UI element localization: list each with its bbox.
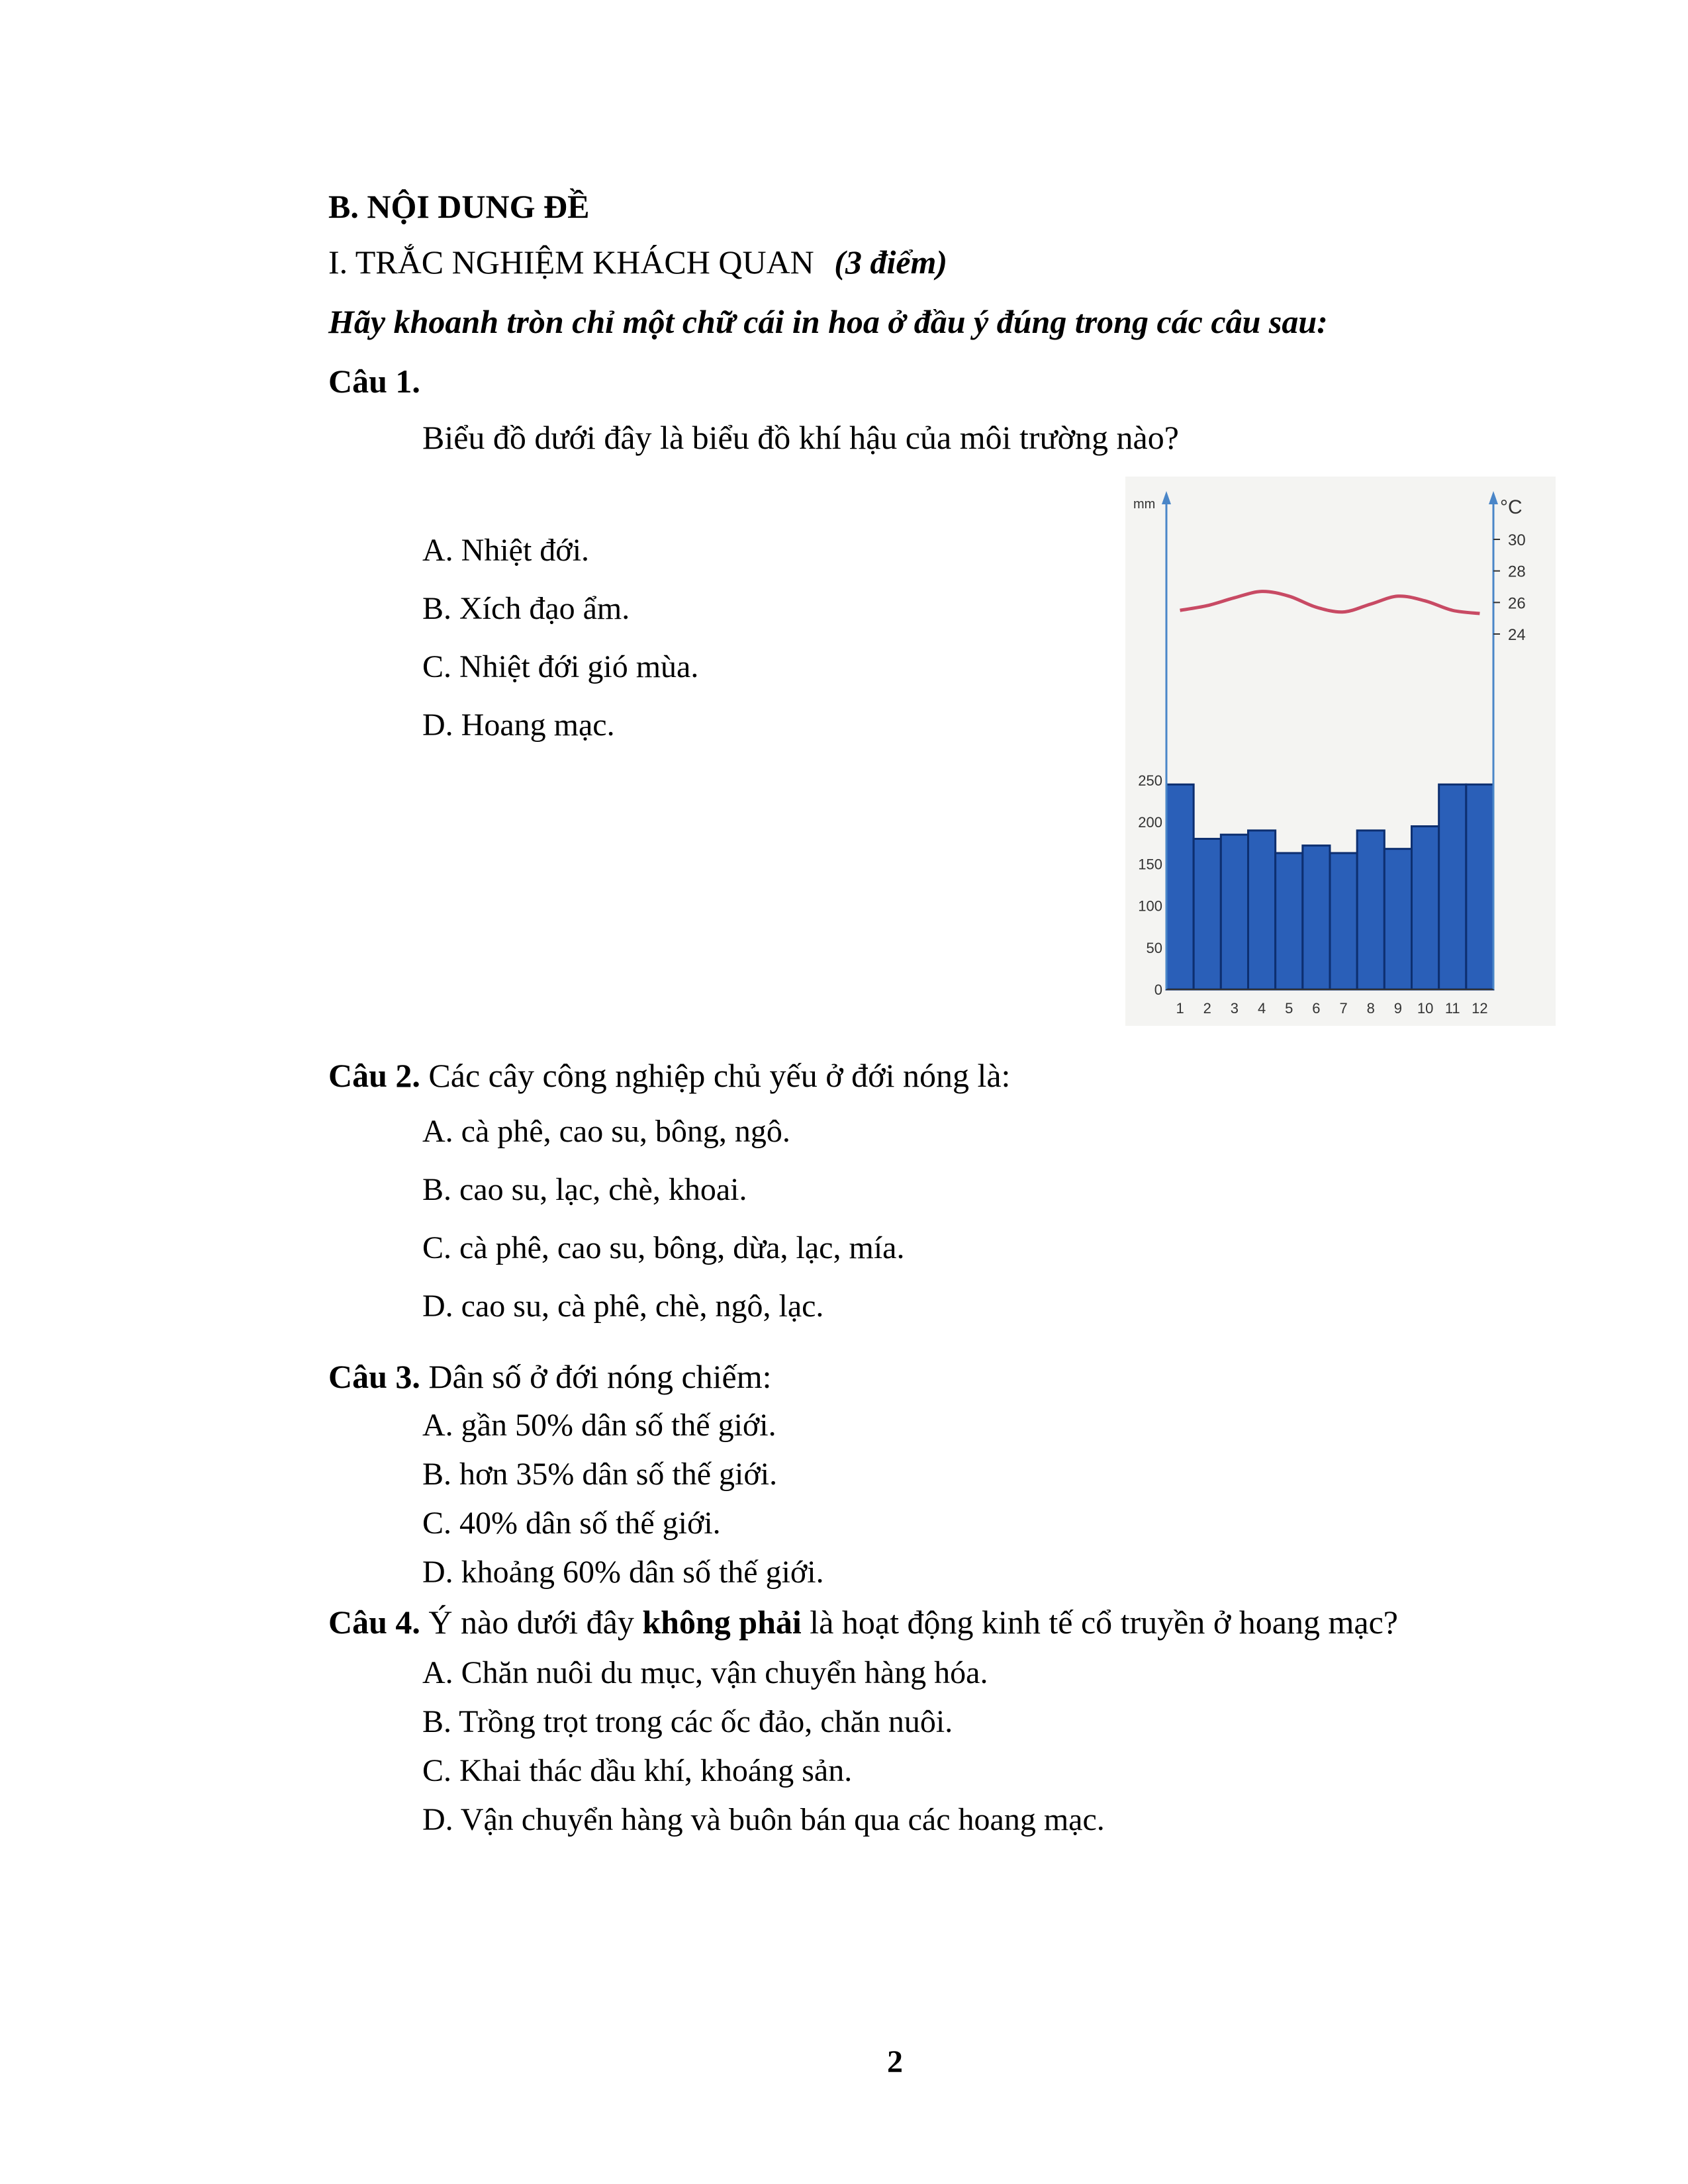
bar-month-7 xyxy=(1330,853,1357,989)
right-tick-24: 24 xyxy=(1508,626,1526,644)
q1-label: Câu 1. xyxy=(328,363,420,400)
bar-month-1 xyxy=(1166,784,1194,989)
right-tick-28: 28 xyxy=(1508,563,1526,581)
q3-label: Câu 3. xyxy=(328,1358,420,1395)
left-tick-150: 150 xyxy=(1138,856,1162,873)
bar-month-5 xyxy=(1276,853,1303,989)
x-tick-5: 5 xyxy=(1285,1000,1293,1017)
left-tick-100: 100 xyxy=(1138,897,1162,915)
part-points: (3 điểm) xyxy=(834,244,948,281)
q2-option-b: B. cao su, lạc, chè, khoai. xyxy=(422,1172,747,1207)
q3-option-d: D. khoảng 60% dân số thế giới. xyxy=(422,1555,824,1590)
bar-month-10 xyxy=(1412,827,1439,989)
bar-month-2 xyxy=(1194,839,1221,989)
q4-option-b: B. Trồng trọt trong các ốc đảo, chăn nuôi. xyxy=(422,1704,953,1739)
x-tick-3: 3 xyxy=(1230,1000,1239,1017)
bar-month-4 xyxy=(1248,831,1276,989)
q4-question xyxy=(328,1606,1398,1639)
q3-question xyxy=(328,1360,772,1393)
section-heading: B. NỘI DUNG ĐỀ xyxy=(328,188,590,225)
q3-option-a: A. gần 50% dân số thế giới. xyxy=(422,1408,776,1443)
q4-option-d: D. Vận chuyển hàng và buôn bán qua các hoang mạc. xyxy=(422,1802,1105,1837)
x-tick-7: 7 xyxy=(1339,1000,1348,1017)
q4-text-bold: không phải xyxy=(642,1604,802,1641)
right-tick-30: 30 xyxy=(1508,531,1526,549)
page-number: 2 xyxy=(887,2044,903,2079)
bar-month-12 xyxy=(1466,784,1493,989)
q3-text: Dân số ở đới nóng chiếm: xyxy=(428,1358,772,1395)
bar-month-3 xyxy=(1221,835,1248,989)
q1-option-a: A. Nhiệt đới. xyxy=(422,533,590,568)
bar-month-9 xyxy=(1384,849,1411,989)
bar-month-6 xyxy=(1303,846,1330,989)
instruction: Hãy khoanh tròn chỉ một chữ cái in hoa ở đầu ý đúng trong các câu sau: xyxy=(328,303,1328,340)
q2-option-c: C. cà phê, cao su, bông, dừa, lạc, mía. xyxy=(422,1230,905,1265)
right-axis-unit: °C xyxy=(1500,496,1523,518)
q1-option-b: B. Xích đạo ẩm. xyxy=(422,591,630,626)
q4-text-before: Ý nào dưới đây xyxy=(428,1604,634,1641)
bar-month-8 xyxy=(1357,831,1384,989)
q2-label: Câu 2. xyxy=(328,1057,420,1094)
q4-label: Câu 4. xyxy=(328,1604,420,1641)
x-tick-6: 6 xyxy=(1312,1000,1321,1017)
q4-option-c: C. Khai thác dầu khí, khoáng sản. xyxy=(422,1753,853,1788)
q4-option-a: A. Chăn nuôi du mục, vận chuyển hàng hóa. xyxy=(422,1655,988,1690)
q3-option-c: C. 40% dân số thế giới. xyxy=(422,1506,721,1541)
x-tick-8: 8 xyxy=(1366,1000,1375,1017)
left-tick-50: 50 xyxy=(1146,939,1162,956)
x-tick-10: 10 xyxy=(1417,1000,1434,1017)
q4-text-after: là hoạt động kinh tế cổ truyền ở hoang mạc? xyxy=(810,1604,1398,1641)
q1-text: Biểu đồ dưới đây là biểu đồ khí hậu của môi trường nào? xyxy=(422,419,1179,456)
q1-option-d: D. Hoang mạc. xyxy=(422,707,615,743)
climate-chart xyxy=(1125,477,1556,1026)
left-axis-unit: mm xyxy=(1133,497,1156,512)
left-tick-250: 250 xyxy=(1138,772,1162,789)
part-title xyxy=(328,246,947,279)
x-tick-12: 12 xyxy=(1472,1000,1488,1017)
x-tick-2: 2 xyxy=(1203,1000,1211,1017)
x-tick-9: 9 xyxy=(1393,1000,1403,1017)
left-tick-200: 200 xyxy=(1138,814,1162,831)
left-tick-0: 0 xyxy=(1154,981,1162,998)
q3-option-b: B. hơn 35% dân số thế giới. xyxy=(422,1457,778,1492)
q2-option-a: A. cà phê, cao su, bông, ngô. xyxy=(422,1114,790,1149)
q2-option-d: D. cao su, cà phê, chè, ngô, lạc. xyxy=(422,1289,824,1324)
x-tick-11: 11 xyxy=(1444,1000,1460,1017)
q2-question xyxy=(328,1059,1010,1092)
bar-month-11 xyxy=(1439,784,1466,989)
x-tick-1: 1 xyxy=(1176,1000,1184,1017)
q1-option-c: C. Nhiệt đới gió mùa. xyxy=(422,649,699,684)
right-tick-26: 26 xyxy=(1508,594,1526,613)
part-title-text: I. TRẮC NGHIỆM KHÁCH QUAN xyxy=(328,244,814,281)
x-tick-4: 4 xyxy=(1257,1000,1266,1017)
q2-text: Các cây công nghiệp chủ yếu ở đới nóng là: xyxy=(428,1057,1011,1094)
